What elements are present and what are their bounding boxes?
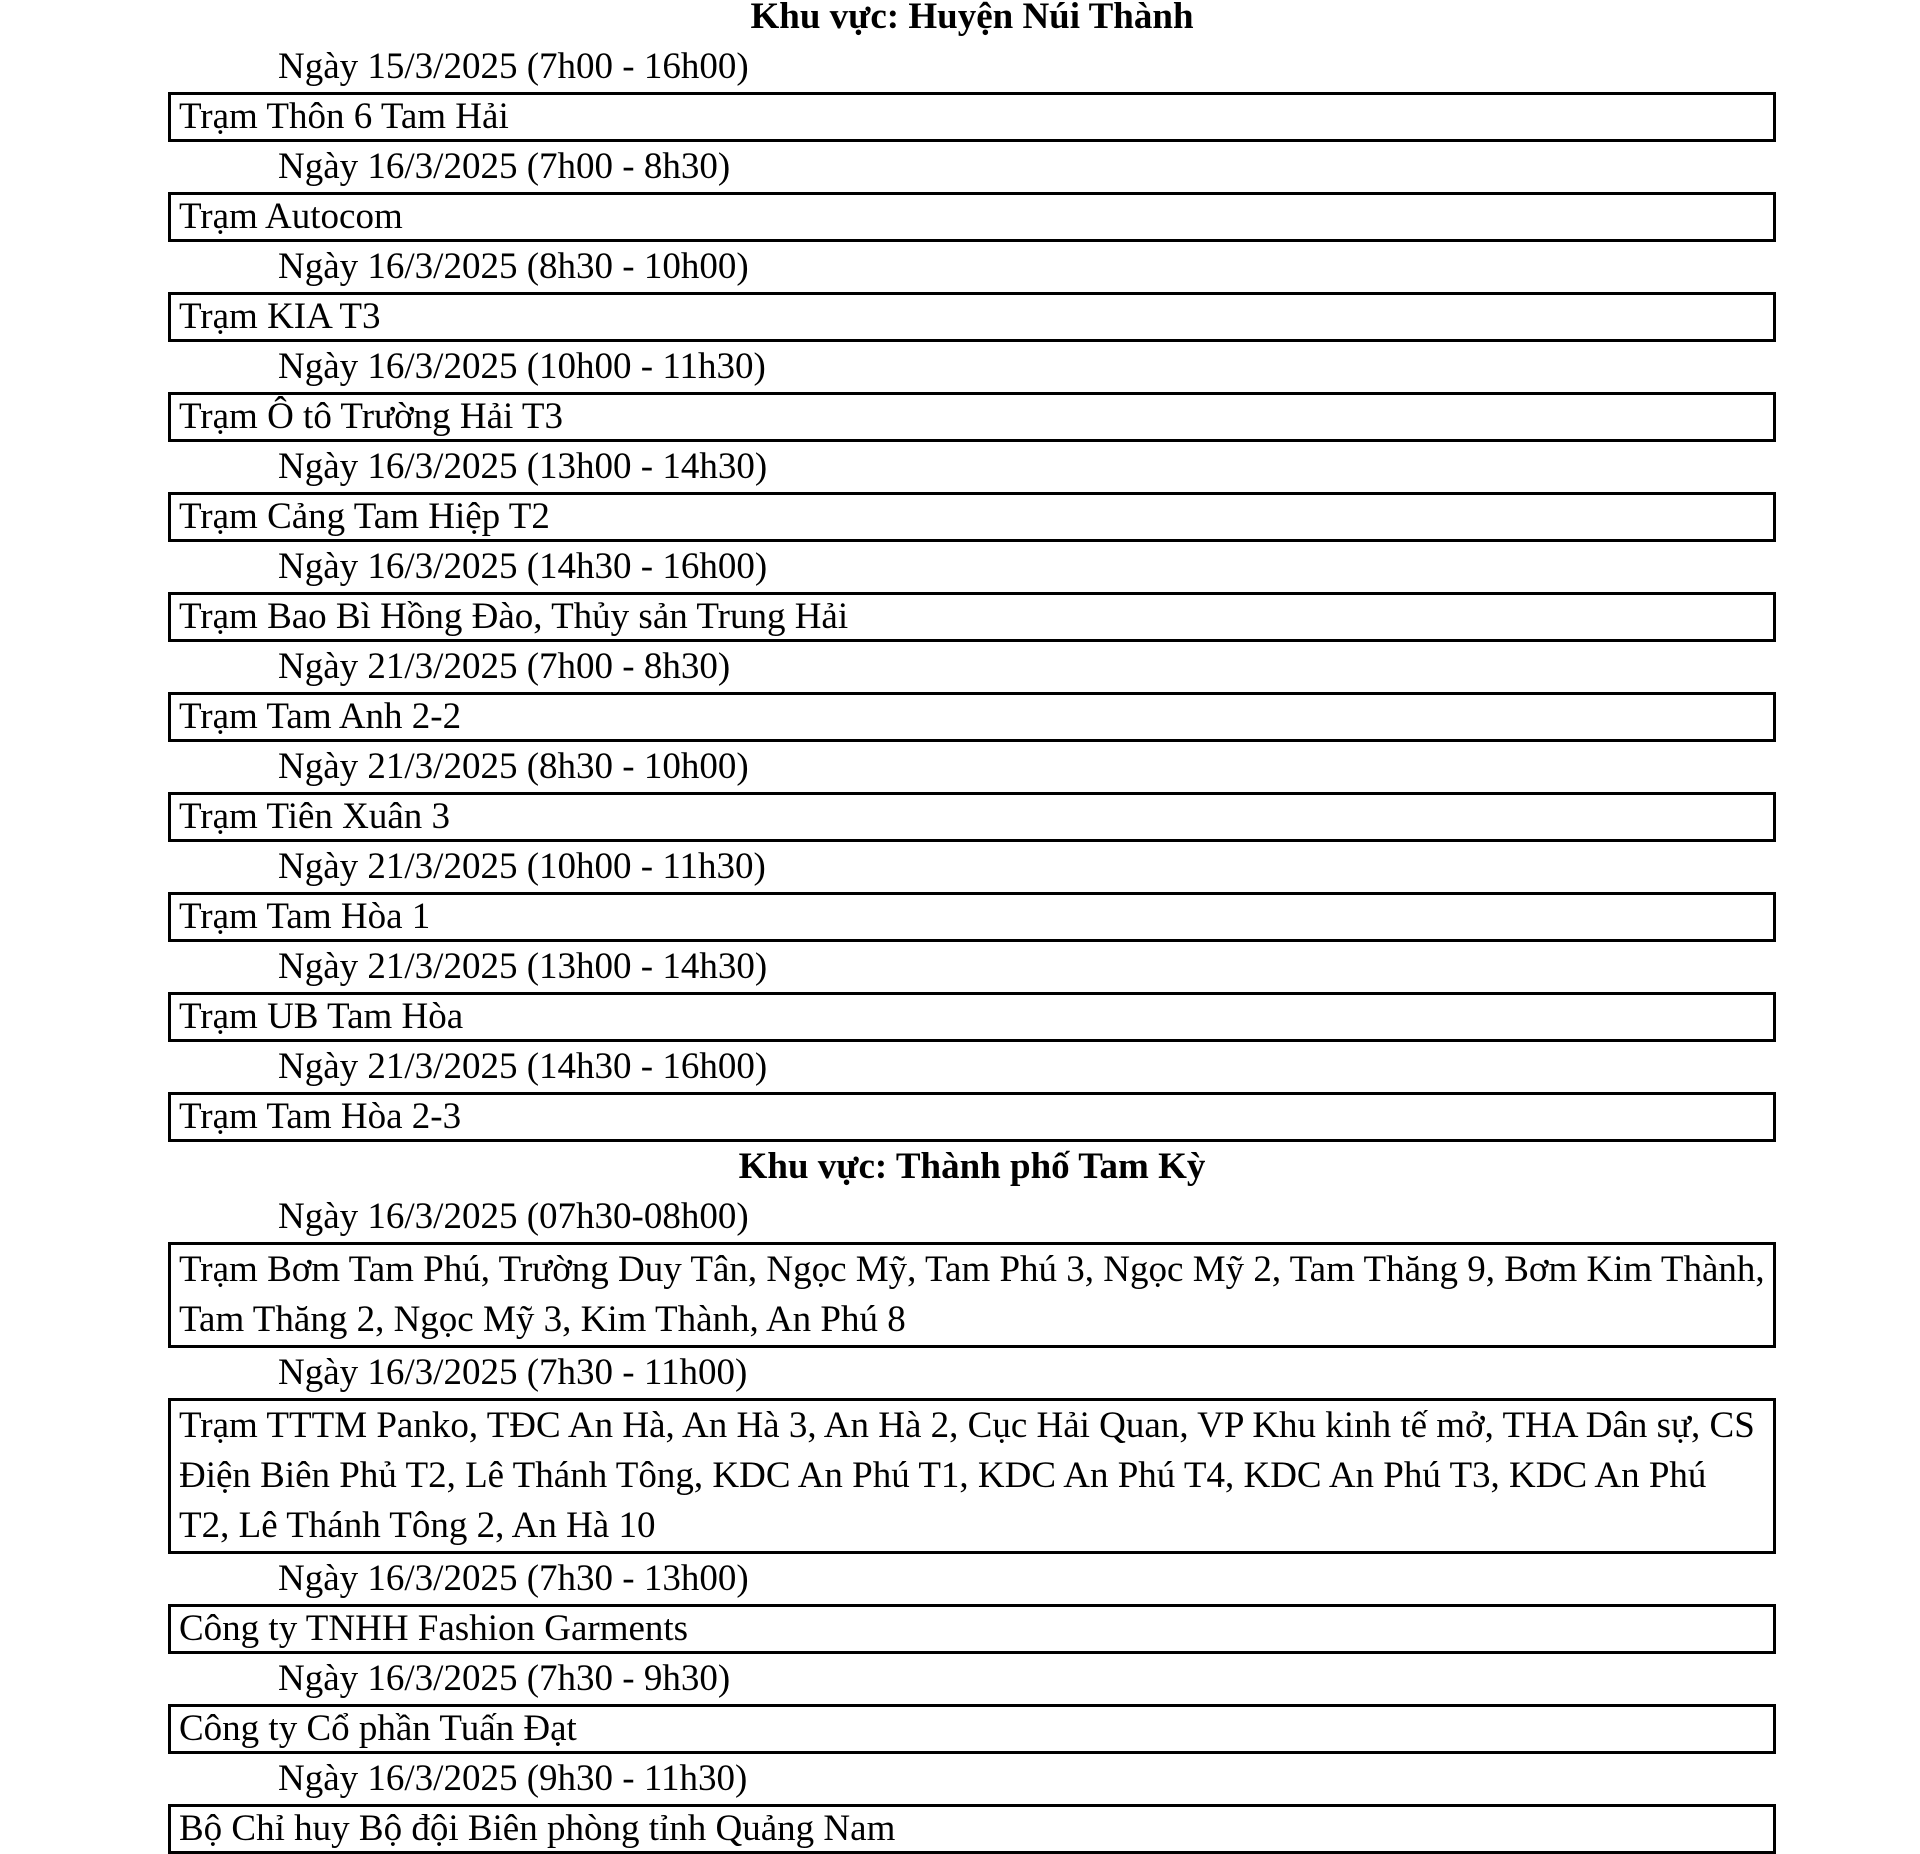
schedule-date: Ngày 21/3/2025 (10h00 - 11h30)	[278, 846, 766, 887]
schedule-date: Ngày 21/3/2025 (14h30 - 16h00)	[278, 1046, 768, 1087]
schedule-date: Ngày 21/3/2025 (8h30 - 10h00)	[278, 746, 749, 787]
region-title: Khu vực: Huyện Núi Thành	[750, 0, 1194, 37]
schedule-date: Ngày 16/3/2025 (9h30 - 11h30)	[278, 1758, 748, 1799]
schedule-date: Ngày 21/3/2025 (13h00 - 14h30)	[278, 946, 768, 987]
station-list: Trạm TTTM Panko, TĐC An Hà, An Hà 3, An Hà 2, Cục Hải Quan, VP Khu kinh tế mở, THA Dân sự, CS Điện Biên Phủ T2, Lê Thánh Tông, KDC An Phú T1, KDC An Phú T4, KDC An Phú T3, KDC An Phú T2, Lê Thánh Tông 2, An Hà 10	[168, 1398, 1776, 1554]
schedule-date: Ngày 15/3/2025 (7h00 - 16h00)	[278, 46, 749, 87]
station-list: Trạm Cảng Tam Hiệp T2	[168, 492, 1776, 542]
region-title: Khu vực: Thành phố Tam Kỳ	[738, 1146, 1206, 1187]
schedule-date: Ngày 16/3/2025 (7h30 - 11h00)	[278, 1352, 748, 1393]
schedule-date: Ngày 16/3/2025 (7h30 - 13h00)	[278, 1558, 749, 1599]
station-list: Trạm Tam Hòa 1	[168, 892, 1776, 942]
schedule-date: Ngày 16/3/2025 (07h30-08h00)	[278, 1196, 749, 1237]
station-list: Trạm Ô tô Trường Hải T3	[168, 392, 1776, 442]
station-list: Công ty TNHH Fashion Garments	[168, 1604, 1776, 1654]
schedule-date: Ngày 16/3/2025 (7h00 - 8h30)	[278, 146, 731, 187]
schedule-date: Ngày 16/3/2025 (13h00 - 14h30)	[278, 446, 768, 487]
schedule-date: Ngày 16/3/2025 (8h30 - 10h00)	[278, 246, 749, 287]
outage-schedule-document	[168, 0, 1776, 1854]
station-list: Công ty Cổ phần Tuấn Đạt	[168, 1704, 1776, 1754]
station-list: Bộ Chỉ huy Bộ đội Biên phòng tỉnh Quảng Nam	[168, 1804, 1776, 1854]
station-list: Trạm Thôn 6 Tam Hải	[168, 92, 1776, 142]
station-list: Trạm Tam Anh 2-2	[168, 692, 1776, 742]
schedule-date: Ngày 16/3/2025 (7h30 - 9h30)	[278, 1658, 731, 1699]
schedule-date: Ngày 16/3/2025 (14h30 - 16h00)	[278, 546, 768, 587]
station-list: Trạm Bơm Tam Phú, Trường Duy Tân, Ngọc Mỹ, Tam Phú 3, Ngọc Mỹ 2, Tam Thăng 9, Bơm Kim Thành, Tam Thăng 2, Ngọc Mỹ 3, Kim Thành, An Phú 8	[168, 1242, 1776, 1348]
station-list: Trạm UB Tam Hòa	[168, 992, 1776, 1042]
station-list: Trạm Tam Hòa 2-3	[168, 1092, 1776, 1142]
schedule-date: Ngày 21/3/2025 (7h00 - 8h30)	[278, 646, 731, 687]
station-list: Trạm KIA T3	[168, 292, 1776, 342]
schedule-date: Ngày 16/3/2025 (10h00 - 11h30)	[278, 346, 766, 387]
station-list: Trạm Tiên Xuân 3	[168, 792, 1776, 842]
station-list: Trạm Bao Bì Hồng Đào, Thủy sản Trung Hải	[168, 592, 1776, 642]
station-list: Trạm Autocom	[168, 192, 1776, 242]
